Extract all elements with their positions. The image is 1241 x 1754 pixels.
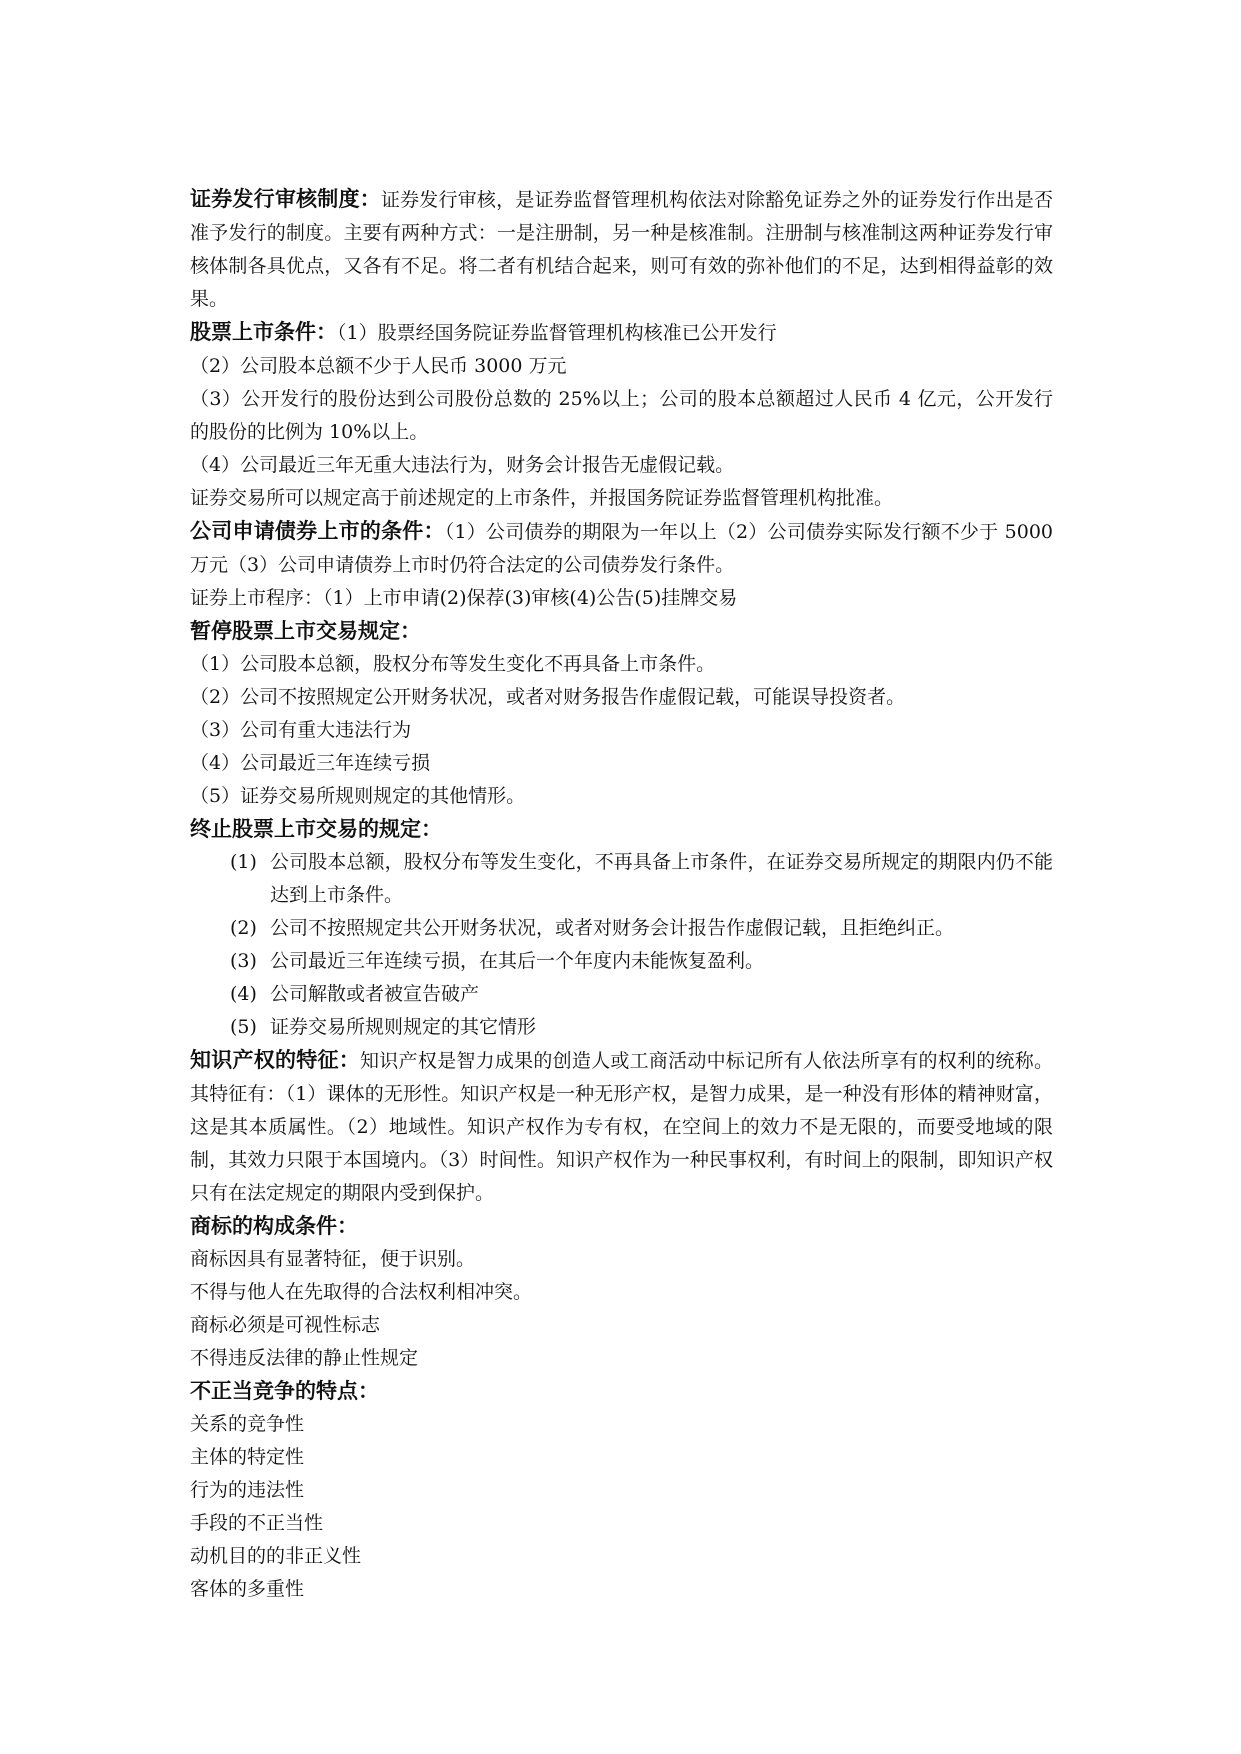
list-item: （2）公司不按照规定公开财务状况，或者对财务报告作虚假记载，可能误导投资者。 [190,686,906,708]
list-item [190,1011,1053,1044]
section-heading: 知识产权的特征： [190,1048,361,1072]
section-heading: 商标的构成条件： [190,1214,358,1238]
section-heading: 公司申请债券上市的条件： [190,519,445,543]
list-item: （1）公司股本总额，股权分布等发生变化不再具备上市条件。 [190,653,716,675]
list-number: (4) [230,983,257,1005]
list-item: 不得与他人在先取得的合法权利相冲突。 [190,1281,533,1303]
list-item [190,912,1053,945]
list-text: 公司不按照规定共公开财务状况，或者对财务会计报告作虚假记载，且拒绝纠正。 [270,917,955,939]
list-item: 关系的竞争性 [190,1413,305,1435]
list-item: （4）公司最近三年无重大违法行为，财务会计报告无虚假记载。 [190,454,735,476]
list-item: （4）公司最近三年连续亏损 [190,752,431,774]
section-heading: 股票上市条件： [190,320,337,344]
list-text: 公司解散或者被宣告破产 [270,983,480,1005]
list-number: (1) [230,851,257,873]
section-heading: 终止股票上市交易的规定： [190,817,442,841]
list-item: 证券交易所可以规定高于前述规定的上市条件，并报国务院证券监督管理机构批准。 [190,487,894,509]
list-item: （5）证券交易所规则规定的其他情形。 [190,785,526,807]
list-item: （3）公开发行的股份达到公司股份总数的 25%以上；公司的股本总额超过人民币 4 亿元，公开发行的股份的比例为 10%以上。 [190,388,1053,443]
list-number: (2) [230,917,257,939]
list-item: 主体的特定性 [190,1446,305,1468]
list-text: 公司股本总额，股权分布等发生变化，不再具备上市条件，在证券交易所规定的期限内仍不能达到上市条件。 [270,851,1053,906]
listing-procedure: 证券上市程序：（1）上市申请(2)保荐(3)审核(4)公告(5)挂牌交易 [190,587,738,609]
list-item: 行为的违法性 [190,1479,305,1501]
list-text: 公司最近三年连续亏损，在其后一个年度内未能恢复盈利。 [270,950,765,972]
list-text: 证券交易所规则规定的其它情形 [270,1016,537,1038]
numbered-list [190,846,1053,1044]
list-item: （2）公司股本总额不少于人民币 3000 万元 [190,355,567,377]
list-number: (5) [230,1016,257,1038]
list-item: 动机目的的非正义性 [190,1545,362,1567]
list-item: 客体的多重性 [190,1578,305,1600]
section-text: （1）股票经国务院证券监督管理机构核准已公开发行 [337,322,777,344]
document-page [190,183,1053,1606]
list-item: 不得违反法律的静止性规定 [190,1347,419,1369]
list-item: 商标因具有显著特征，便于识别。 [190,1248,476,1270]
list-item: （3）公司有重大违法行为 [190,719,412,741]
section-heading: 不正当竞争的特点： [190,1379,379,1403]
section-stock-listing-conditions [190,316,1053,350]
list-item: 商标必须是可视性标志 [190,1314,381,1336]
section-heading: 证券发行审核制度： [190,187,381,211]
section-bond-listing-conditions [190,515,1053,582]
section-text: （1）公司债券的期限为一年以上（2）公司债券实际发行额不少于 5000 万元（3）公司申请债券上市时仍符合法定的公司债券发行条件。 [190,521,1054,576]
list-item [190,846,1053,912]
list-item: 手段的不正当性 [190,1512,324,1534]
section-ip-characteristics [190,1044,1053,1210]
section-heading: 暂停股票上市交易规定： [190,619,421,643]
section-text: 证券发行审核，是证券监督管理机构依法对除豁免证券之外的证券发行作出是否准予发行的制度。主要有两种方式：一是注册制，另一种是核准制。注册制与核准制这两种证券发行审核体制各具优点，又各有不足。将二者有机结合起来，则可有效的弥补他们的不足，达到相得益彰的效果。 [190,189,1053,310]
list-number: (3) [230,950,257,972]
list-item [190,945,1053,978]
section-text: 知识产权是智力成果的创造人或工商活动中标记所有人依法所享有的权利的统称。其特征有：（1）课体的无形性。知识产权是一种无形产权，是智力成果，是一种没有形体的精神财富，这是其本质属性。（2）地域性。知识产权作为专有权，在空间上的效力不是无限的，而要受地域的限制，其效力只限于本国境内。（3）时间性。知识产权作为一种民事权利，有时间上的限制，即知识产权只有在法定规定的期限内受到保护。 [190,1050,1053,1204]
section-securities-review [190,183,1053,316]
list-item [190,978,1053,1011]
